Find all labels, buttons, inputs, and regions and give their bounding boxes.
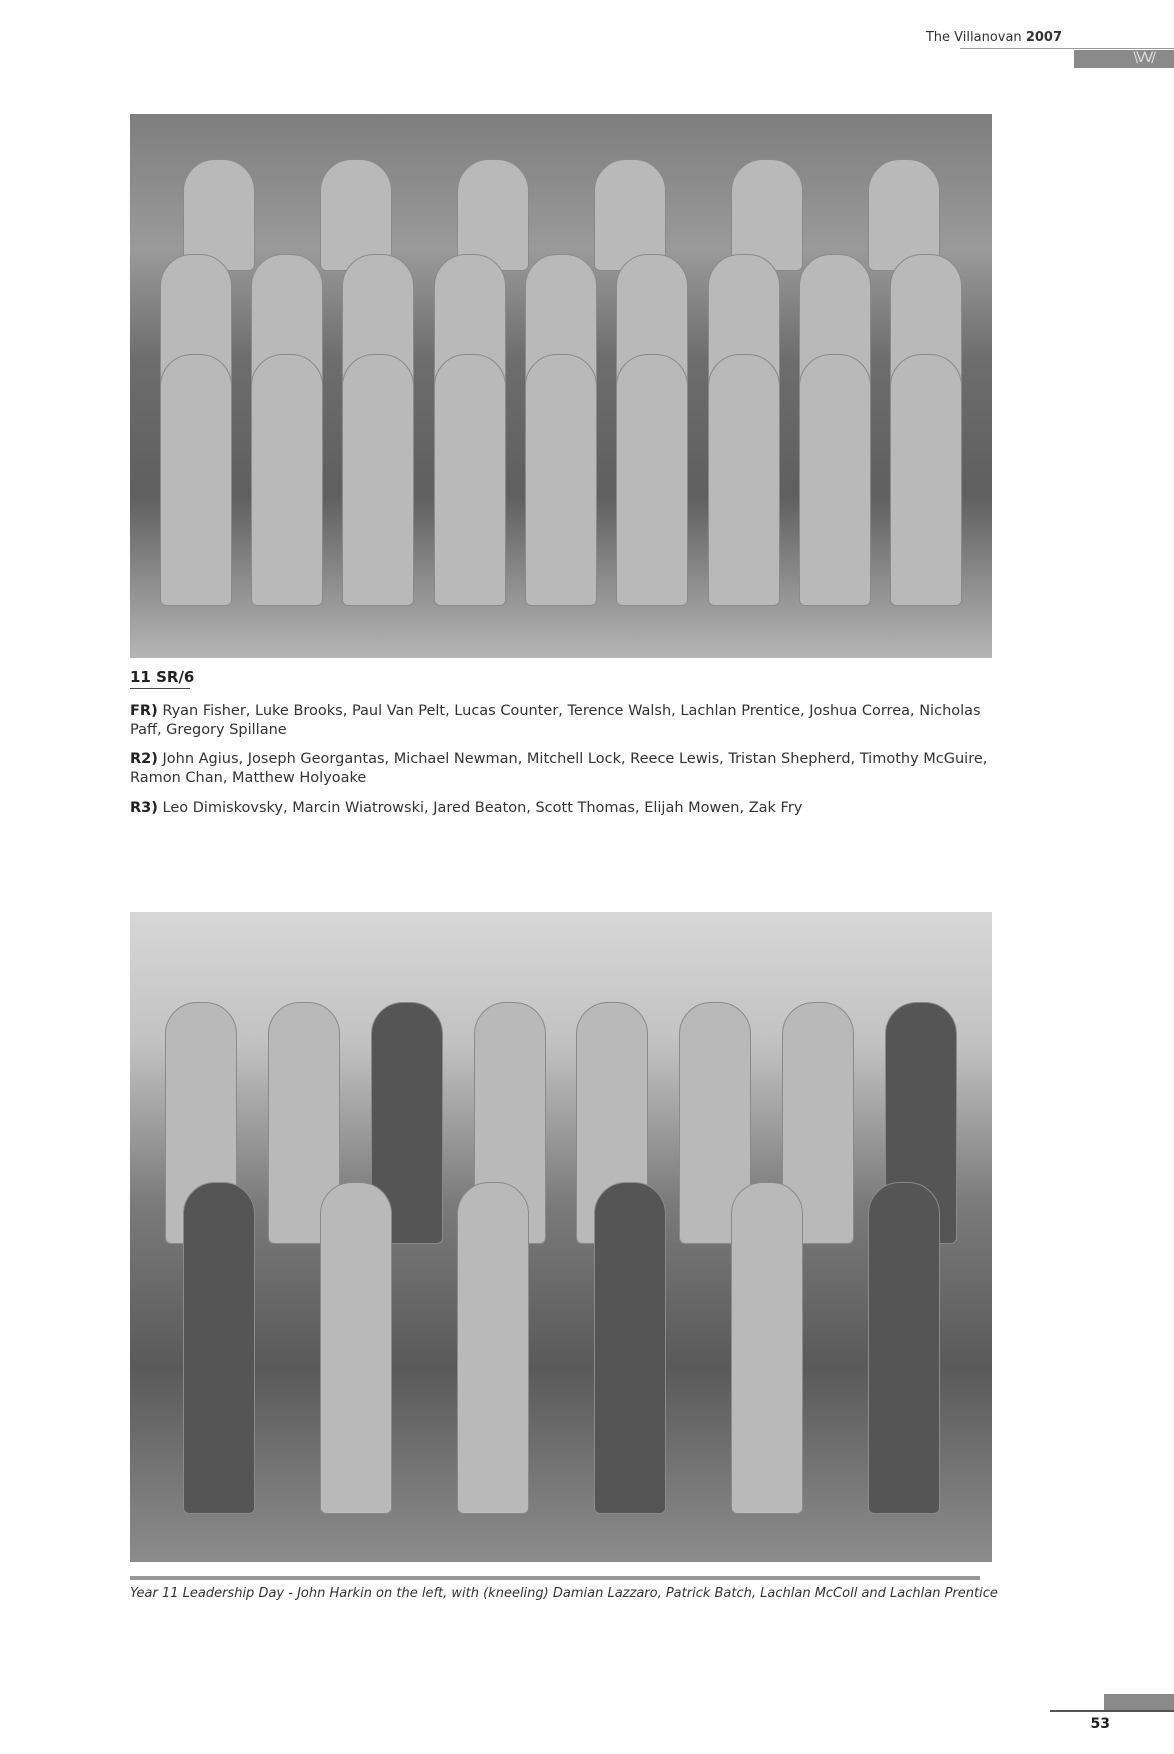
row-caption-r2: [130, 750, 990, 788]
row-label: R2): [130, 751, 158, 767]
class-photo: [130, 114, 992, 658]
person-figure: [594, 1182, 666, 1514]
student-figure: [342, 354, 414, 606]
student-figure: [434, 354, 506, 606]
publication-year: 2007: [1025, 30, 1062, 45]
student-figure: [160, 354, 232, 606]
group-photo-caption: Year 11 Leadership Day - John Harkin on the left, with (kneeling) Damian Lazzaro, Patrick Batch, Lachlan McColl and Lachlan Prentice: [130, 1586, 998, 1601]
person-figure: [868, 1182, 940, 1514]
student-figure: [616, 354, 688, 606]
person-figure: [320, 1182, 392, 1514]
row-caption-r3: [130, 799, 990, 818]
school-logo-icon: \VV/: [1074, 50, 1174, 68]
page-number: 53: [1090, 1716, 1110, 1732]
header-rule: [960, 48, 1174, 49]
footer-rule: [1050, 1710, 1174, 1712]
row-names: Ryan Fisher, Luke Brooks, Paul Van Pelt, Lucas Counter, Terence Walsh, Lachlan Prentice, Joshua Correa, Nicholas Paff, Gregory Spillane: [130, 703, 981, 738]
person-figure: [457, 1182, 529, 1514]
student-figure: [708, 354, 780, 606]
row-caption-front: [130, 702, 990, 740]
row-label: FR): [130, 703, 158, 719]
caption-rule: [130, 688, 190, 689]
student-figure: [799, 354, 871, 606]
photo-back-row: [130, 159, 992, 269]
student-figure: [251, 354, 323, 606]
publication-title: [926, 30, 1062, 45]
row-names: Leo Dimiskovsky, Marcin Wiatrowski, Jared Beaton, Scott Thomas, Elijah Mowen, Zak Fry: [162, 800, 803, 816]
group-photo: [130, 912, 992, 1562]
student-figure: [525, 354, 597, 606]
photo-front-row: [130, 354, 992, 604]
person-figure: [731, 1182, 803, 1514]
publication-name: The Villanovan: [925, 30, 1022, 45]
row-label: R3): [130, 800, 158, 816]
person-figure: [183, 1182, 255, 1514]
school-logo-icon: [1104, 1694, 1174, 1710]
student-figure: [890, 354, 962, 606]
group-front: [130, 1182, 992, 1512]
row-names: John Agius, Joseph Georgantas, Michael Newman, Mitchell Lock, Reece Lewis, Tristan Shepherd, Timothy McGuire, Ramon Chan, Matthew Holyoake: [130, 751, 988, 786]
class-label: 11 SR/6: [130, 668, 195, 686]
caption-divider: [130, 1576, 980, 1580]
